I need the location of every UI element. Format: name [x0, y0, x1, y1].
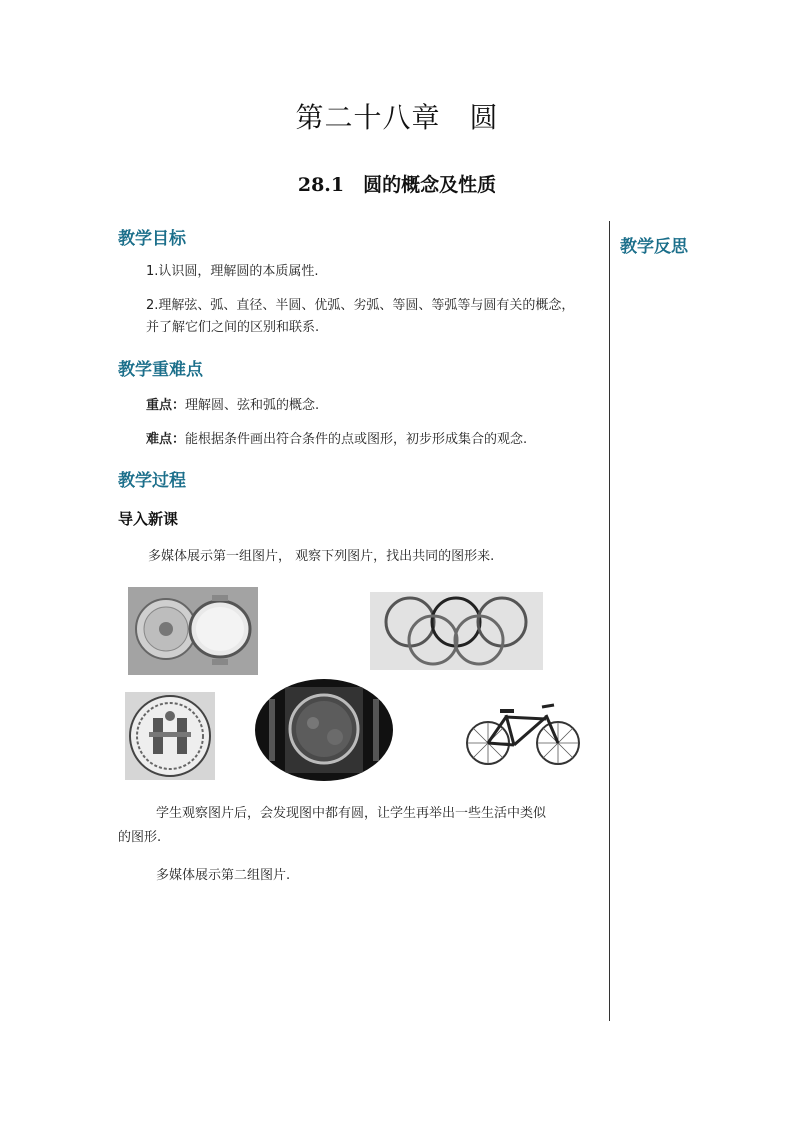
process-paragraph-3: 多媒体展示第二组图片. [156, 868, 291, 883]
difficulty-label: 难点： [146, 432, 186, 447]
bicycle-photo [462, 697, 584, 769]
intro-heading: 导入新课 [118, 510, 179, 528]
pots-photo [128, 587, 258, 675]
difficulty-line [146, 428, 527, 451]
goal-item-2-cont: 并了解它们之间的区别和联系. [146, 320, 320, 335]
section-title: 28.1 圆的概念及性质 [297, 174, 497, 196]
reflection-heading: 教学反思 [620, 237, 688, 257]
key-point-label: 重点： [146, 398, 186, 413]
seal-coin-photo [125, 692, 215, 780]
column-divider [609, 221, 610, 1021]
process-heading: 教学过程 [118, 471, 186, 491]
olympic-rings-photo [370, 592, 543, 670]
round-mirror-photo [255, 679, 393, 781]
difficulty-text: 能根据条件画出符合条件的点或图形，初步形成集合的观念. [185, 432, 528, 447]
goal-item-1: 1.认识圆，理解圆的本质属性. [146, 264, 319, 279]
goal-item-2: 2.理解弦、弧、直径、半圆、优弧、劣弧、等圆、等弧等与圆有关的概念， [146, 298, 575, 313]
key-point-text: 理解圆、弦和弧的概念. [185, 398, 320, 413]
chapter-title: 第二十八章 圆 [295, 101, 499, 134]
process-paragraph-2-cont: 的图形. [118, 830, 162, 845]
process-paragraph-1: 多媒体展示第一组图片， 观察下列图片，找出共同的图形来. [148, 549, 495, 564]
key-point-line [146, 394, 319, 417]
process-paragraph-2: 学生观察图片后，会发现图中都有圆，让学生再举出一些生活中类似 [156, 806, 547, 821]
goals-heading: 教学目标 [118, 229, 186, 249]
keypoints-heading: 教学重难点 [118, 360, 203, 380]
